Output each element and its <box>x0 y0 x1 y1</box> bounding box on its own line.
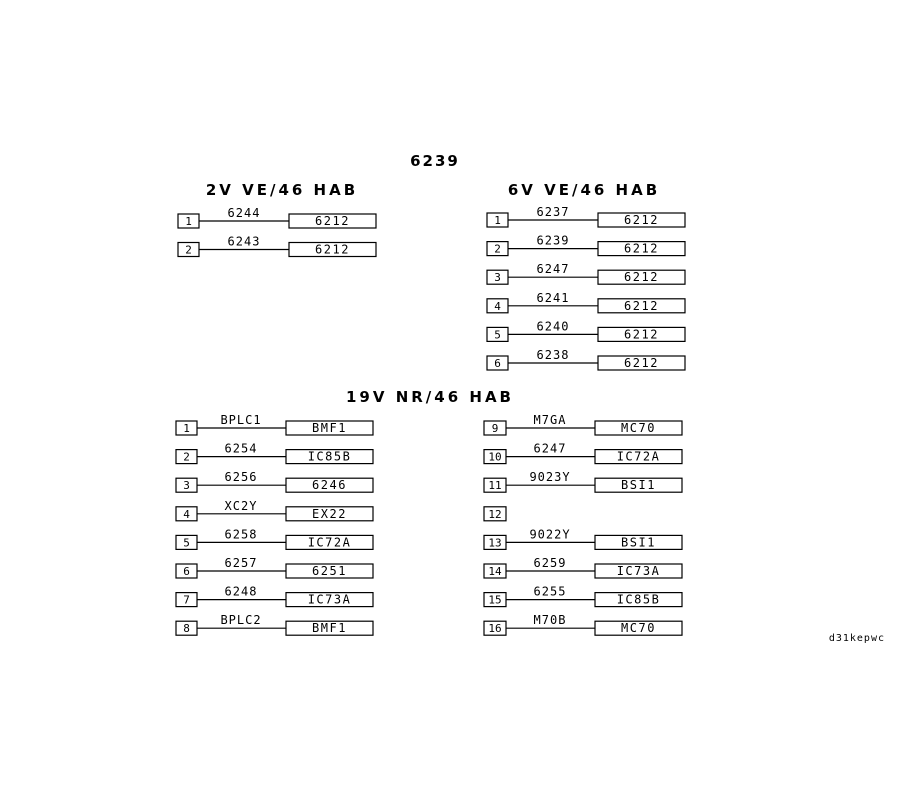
pin-number: 11 <box>488 479 502 493</box>
pin-number: 1 <box>183 422 190 435</box>
pin-number: 7 <box>183 593 190 607</box>
wire-label: BPLC1 <box>220 413 262 427</box>
wire-label: 6257 <box>224 556 258 570</box>
dest-label: IC85B <box>616 592 661 607</box>
diagram-title: 6239 <box>410 152 460 170</box>
dest-label: BSI1 <box>621 535 656 550</box>
wire-label: BPLC2 <box>220 613 262 628</box>
pin-number: 3 <box>494 271 501 285</box>
pin-row <box>484 585 682 607</box>
pin-number: 12 <box>488 507 502 521</box>
dest-label: BMF1 <box>312 421 347 435</box>
dest-label: MC70 <box>621 421 656 435</box>
dest-label: BMF1 <box>312 621 347 636</box>
dest-label: 6251 <box>312 564 347 578</box>
dest-label: 6212 <box>315 242 350 257</box>
pin-row <box>176 613 373 635</box>
connector-6v-header: 6V VE/46 HAB <box>507 181 661 199</box>
connector-2v-header: 2V VE/46 HAB <box>205 181 359 199</box>
dest-label: 6212 <box>624 270 659 285</box>
pin-row <box>176 442 373 464</box>
wire-label: 6239 <box>536 233 570 248</box>
pin-number: 2 <box>494 242 501 256</box>
pin-number: 6 <box>494 357 501 370</box>
pin-row <box>176 413 373 435</box>
dest-label: 6212 <box>624 356 659 370</box>
wire-label: 6247 <box>533 441 567 456</box>
pin-row <box>484 442 682 464</box>
pin-number: 4 <box>494 299 501 313</box>
dest-label: IC72A <box>307 535 352 550</box>
pin-row <box>484 413 682 435</box>
wire-label: 6258 <box>224 527 258 542</box>
dest-label: IC73A <box>307 592 352 607</box>
wire-label: 9023Y <box>529 470 571 485</box>
connector-19v <box>176 413 682 635</box>
pin-row <box>487 348 685 370</box>
connector-6v <box>487 205 685 370</box>
wire-label: M7GA <box>533 413 567 427</box>
pin-number: 4 <box>183 507 190 521</box>
pin-row <box>484 470 682 492</box>
dest-label: 6212 <box>624 327 659 342</box>
pin-number: 14 <box>488 565 502 578</box>
wire-label: 6241 <box>536 290 570 305</box>
pin-row <box>484 556 682 578</box>
wire-label: 6256 <box>224 470 258 485</box>
connector-19v-header: 19V NR/46 HAB <box>346 388 514 406</box>
pin-number: 3 <box>183 479 190 493</box>
pin-row <box>487 319 685 341</box>
pin-row <box>176 585 373 607</box>
pin-row <box>487 291 685 313</box>
pin-row <box>487 205 685 227</box>
pin-row <box>487 234 685 256</box>
wire-label: 6259 <box>533 556 567 570</box>
wire-label: 6248 <box>224 584 258 599</box>
pin-number: 8 <box>183 622 190 636</box>
pin-row <box>176 527 373 549</box>
pin-number: 10 <box>488 450 502 464</box>
dest-label: IC72A <box>616 449 661 464</box>
pin-number: 15 <box>488 593 502 607</box>
pin-row <box>484 527 682 549</box>
dest-label: EX22 <box>312 506 347 521</box>
pin-row <box>178 235 376 257</box>
pin-number: 1 <box>494 214 501 227</box>
pin-number: 6 <box>183 565 190 578</box>
pin-row <box>487 262 685 284</box>
dest-label: 6212 <box>624 213 659 227</box>
wire-label: 6243 <box>227 234 261 249</box>
dest-label: 6246 <box>312 478 347 493</box>
wire-label: 9022Y <box>529 527 571 542</box>
wire-label: XC2Y <box>224 498 258 513</box>
pin-number: 9 <box>491 422 499 435</box>
dest-label: IC85B <box>307 449 352 464</box>
drawing-reference: d31kepwc <box>828 633 885 644</box>
pin-number: 16 <box>488 622 502 636</box>
wire-label: 6237 <box>536 205 570 219</box>
wire-label: M70B <box>533 613 567 628</box>
dest-label: IC73A <box>616 564 661 578</box>
dest-label: BSI1 <box>621 478 656 493</box>
pin-number: 2 <box>183 450 190 464</box>
pin-number: 1 <box>185 215 192 228</box>
pin-number: 2 <box>185 243 192 257</box>
pin-row <box>176 470 373 492</box>
dest-label: MC70 <box>621 621 656 636</box>
connector-2v <box>178 206 376 257</box>
wire-label: 6255 <box>533 584 567 599</box>
pin-row <box>484 507 506 521</box>
pin-row <box>484 613 682 635</box>
pin-number: 5 <box>183 536 190 550</box>
wire-label: 6247 <box>536 262 570 277</box>
wire-label: 6238 <box>536 348 570 362</box>
pin-number: 5 <box>494 328 501 342</box>
wire-label: 6244 <box>227 206 261 220</box>
wire-label: 6254 <box>224 441 258 456</box>
pin-number: 13 <box>488 536 502 550</box>
pin-row <box>176 556 373 578</box>
dest-label: 6212 <box>624 298 659 313</box>
wire-label: 6240 <box>536 319 570 334</box>
pin-row <box>176 499 373 521</box>
dest-label: 6212 <box>315 214 350 228</box>
dest-label: 6212 <box>624 241 659 256</box>
pin-row <box>178 206 376 228</box>
